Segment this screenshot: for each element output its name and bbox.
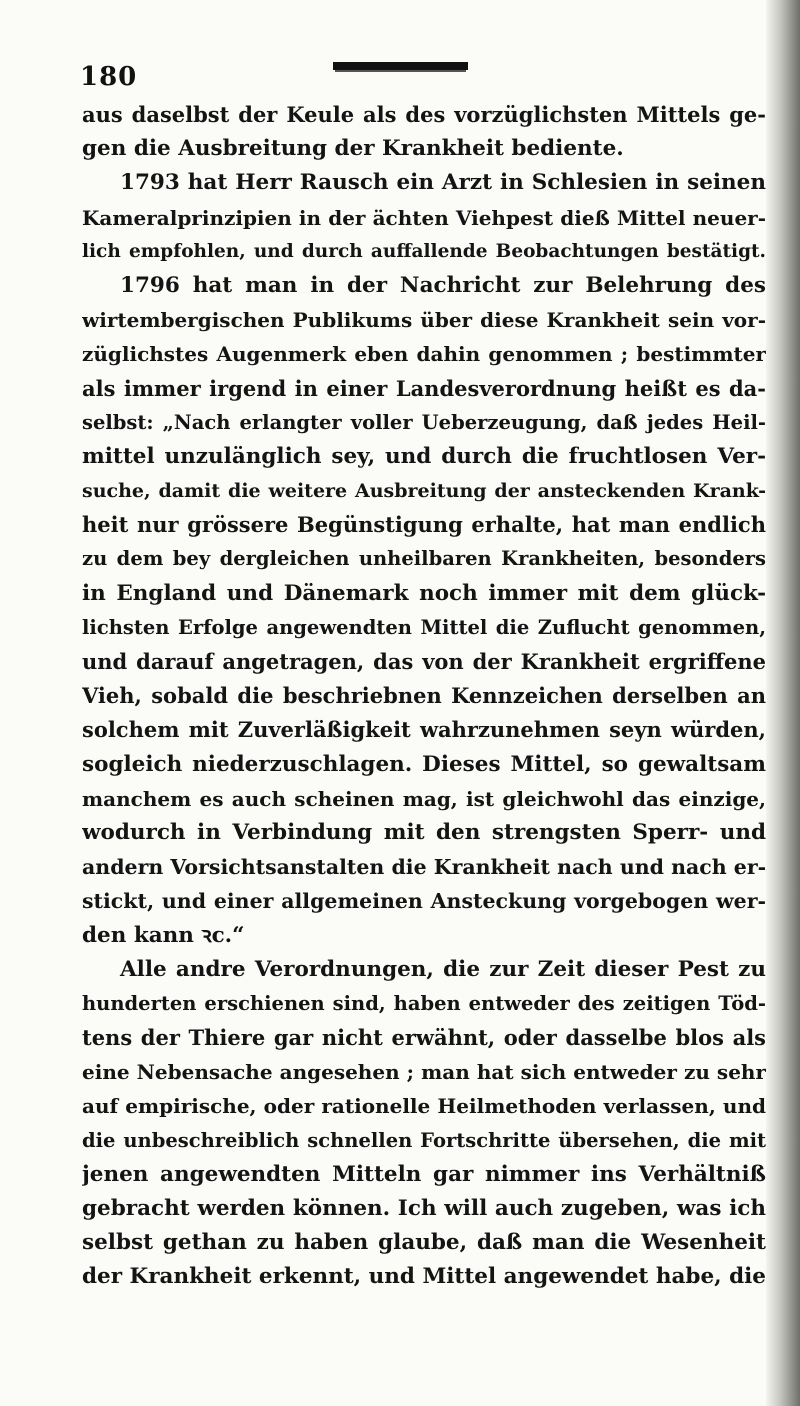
text-line: Vieh, sobald die beschriebnen Kennzeichen derselben an [82, 683, 766, 709]
page-number: 180 [80, 62, 138, 92]
text-line: aus daselbst der Keule als des vorzüglichsten Mittels ge- [82, 102, 766, 127]
text-line: und darauf angetragen, das von der Krankheit ergriffene [82, 649, 766, 674]
text-line: als immer irgend in einer Landesverordnung heißt es da- [82, 375, 766, 401]
text-line: gebracht werden können. Ich will auch zugeben, was ich [82, 1196, 766, 1221]
text-line: manchem es auch scheinen mag, ist gleichwohl das einzige, [82, 786, 766, 811]
text-line: andern Vorsichtsanstalten die Krankheit nach und nach er- [82, 855, 766, 880]
text-line: suche, damit die weitere Ausbreitung der ansteckenden Krank- [82, 480, 766, 503]
text-line: heit nur grössere Begünstigung erhalte, hat man endlich [82, 512, 766, 538]
text-line: gen die Ausbreitung der Krankheit bediente. [82, 136, 624, 162]
body-text [82, 98, 766, 1295]
text-line: solchem mit Zuverläßigkeit wahrzunehmen seyn würden, [82, 717, 766, 743]
text-line: die unbeschreiblich schnellen Fortschritte übersehen, die mit [82, 1128, 766, 1152]
text-line: Alle andre Verordnungen, die zur Zeit dieser Pest zu [120, 956, 766, 982]
text-line: zu dem bey dergleichen unheilbaren Krankheiten, besonders [82, 547, 766, 571]
text-line: eine Nebensache angesehen ; man hat sich entweder zu sehr [82, 1060, 766, 1085]
text-line: tens der Thiere gar nicht erwähnt, oder dasselbe blos als [82, 1025, 766, 1051]
text-line: Kameralprinzipien in der ächten Viehpest dieß Mittel neuer- [82, 205, 766, 230]
page-gutter-shadow [766, 0, 800, 1406]
text-line: in England und Dänemark noch immer mit dem glück- [82, 580, 766, 606]
text-line: lich empfohlen, und durch auffallende Beobachtungen bestätigt. [82, 240, 766, 262]
text-line: 1793 hat Herr Rausch ein Arzt in Schlesien in seinen [120, 170, 766, 196]
text-line: selbst gethan zu haben glaube, daß man die Wesenheit [82, 1230, 766, 1256]
text-line: hunderten erschienen sind, haben entweder des zeitigen Töd- [82, 991, 766, 1015]
text-line: den kann ꝛc.“ [82, 922, 245, 948]
text-line: der Krankheit erkennt, und Mittel angewendet habe, die [82, 1264, 766, 1290]
text-line: 1796 hat man in der Nachricht zur Belehrung des [120, 272, 766, 298]
text-line: wodurch in Verbindung mit den strengsten Sperr- und [82, 819, 766, 845]
text-line: stickt, und einer allgemeinen Ansteckung vorgebogen wer- [82, 889, 766, 914]
text-line: auf empirische, oder rationelle Heilmethoden verlassen, und [82, 1094, 766, 1119]
text-line: mittel unzulänglich sey, und durch die fruchtlosen Ver- [82, 443, 766, 469]
text-line: lichsten Erfolge angewendten Mittel die Zuflucht genommen, [82, 615, 766, 639]
header-rule [333, 62, 468, 70]
text-line: jenen angewendten Mitteln gar nimmer ins Verhältniß [82, 1161, 766, 1187]
text-line: wirtembergischen Publikums über diese Krankheit sein vor- [82, 308, 766, 333]
text-line: sogleich niederzuschlagen. Dieses Mittel, so gewaltsam [82, 751, 766, 777]
text-line: züglichstes Augenmerk eben dahin genommen ; bestimmter [82, 342, 766, 367]
text-line: selbst: „Nach erlangter voller Ueberzeugung, daß jedes Heil- [82, 410, 766, 434]
